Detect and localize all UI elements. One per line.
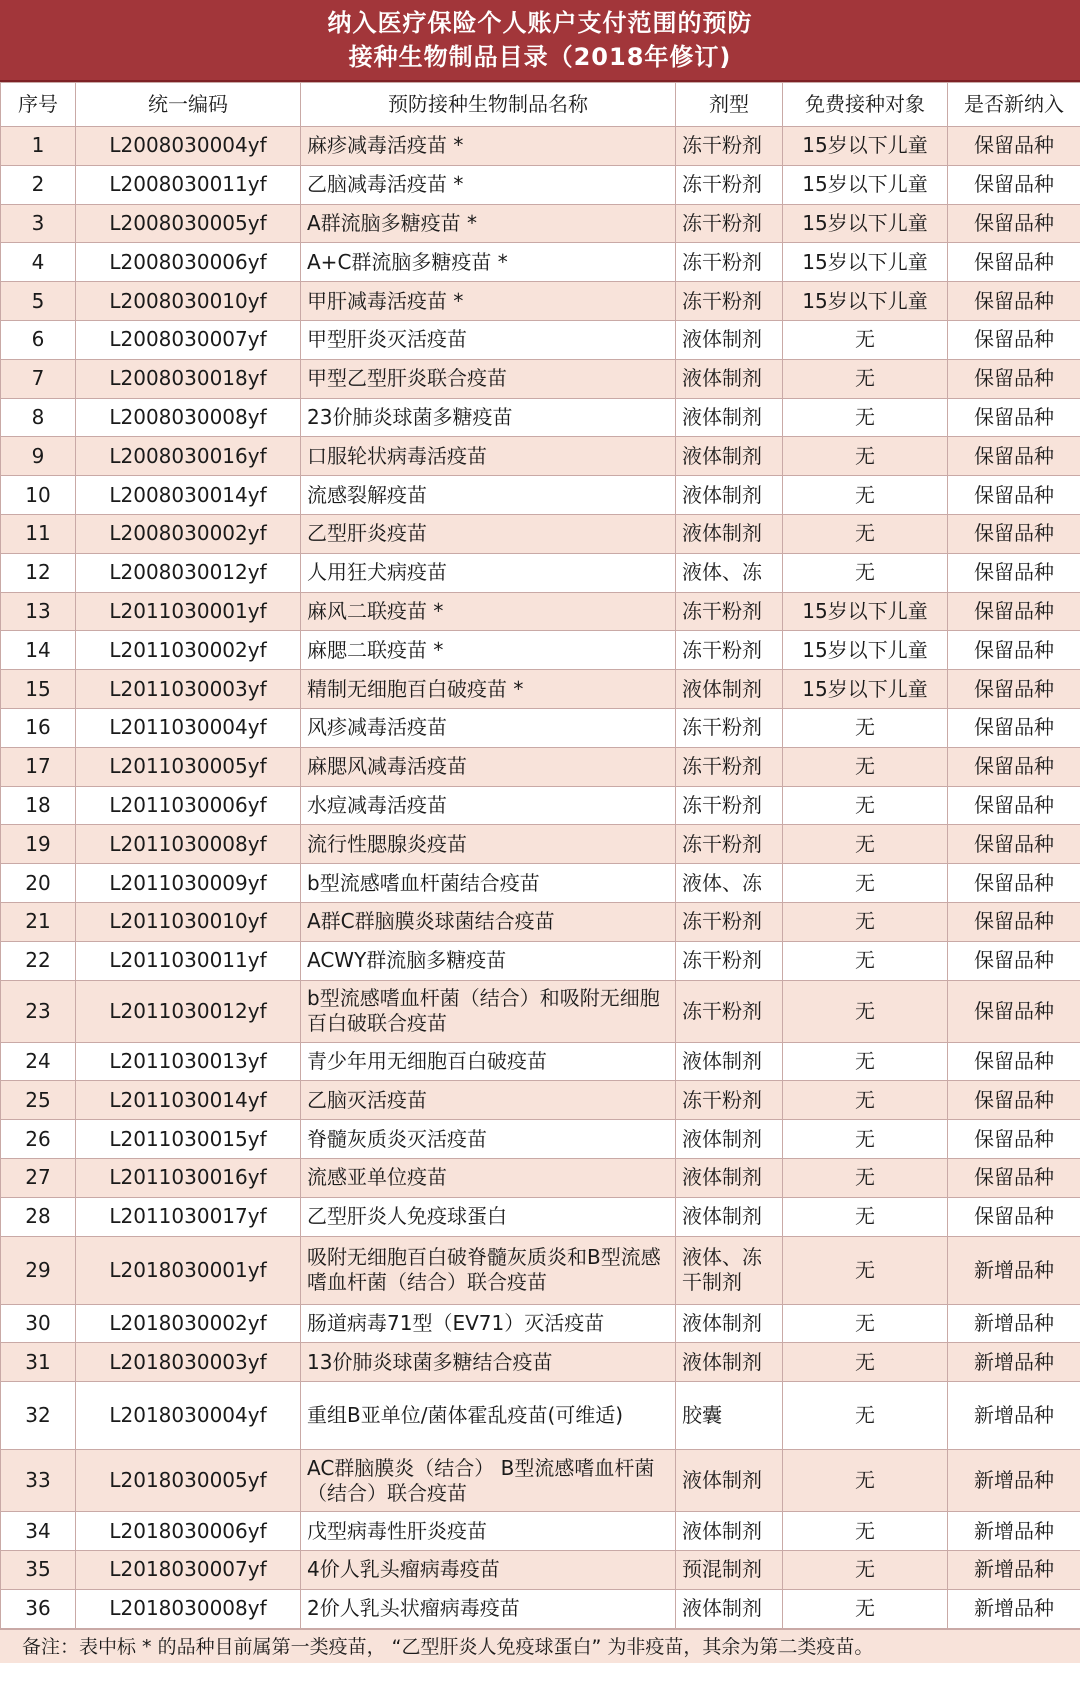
cell-form: 冻干粉剂 [676,747,783,786]
cell-form: 冻干粉剂 [676,980,783,1042]
cell-target: 无 [783,1042,948,1081]
cell-name: 青少年用无细胞百白破疫苗 [301,1042,676,1081]
table-row [1,1512,1080,1551]
cell-code: L2008030016yf [76,437,301,476]
cell-target: 无 [783,437,948,476]
cell-status: 保留品种 [948,204,1080,243]
cell-code: L2018030007yf [76,1550,301,1589]
cell-status: 新增品种 [948,1343,1080,1382]
cell-form: 预混制剂 [676,1550,783,1589]
cell-form: 冻干粉剂 [676,825,783,864]
cell-status: 保留品种 [948,825,1080,864]
table-row [1,902,1080,941]
cell-code: L2018030008yf [76,1589,301,1628]
cell-name: 麻疹减毒活疫苗 * [301,127,676,166]
cell-target: 无 [783,1120,948,1159]
table-row [1,398,1080,437]
table-row [1,980,1080,1042]
cell-status: 保留品种 [948,359,1080,398]
cell-target: 15岁以下儿童 [783,243,948,282]
cell-target: 无 [783,1589,948,1628]
cell-status: 保留品种 [948,980,1080,1042]
cell-index: 24 [1,1042,76,1081]
cell-name: 流行性腮腺炎疫苗 [301,825,676,864]
cell-code: L2008030007yf [76,320,301,359]
cell-name: 麻风二联疫苗 * [301,592,676,631]
footnote: 备注：表中标 * 的品种目前属第一类疫苗， “乙型肝炎人免疫球蛋白” 为非疫苗，其余为第二类疫苗。 [0,1629,1080,1663]
cell-target: 无 [783,1382,948,1450]
cell-status: 保留品种 [948,786,1080,825]
cell-code: L2011030015yf [76,1120,301,1159]
header-status: 是否新纳入 [948,83,1080,127]
cell-form: 液体、冻 [676,864,783,903]
table-row [1,747,1080,786]
cell-code: L2018030001yf [76,1236,301,1304]
cell-form: 液体制剂 [676,1304,783,1343]
cell-name: 流感亚单位疫苗 [301,1158,676,1197]
cell-status: 保留品种 [948,1158,1080,1197]
cell-index: 16 [1,708,76,747]
cell-form: 冻干粉剂 [676,127,783,166]
cell-status: 新增品种 [948,1589,1080,1628]
cell-code: L2011030010yf [76,902,301,941]
cell-name: AC群脑膜炎（结合） B型流感嗜血杆菌（结合）联合疫苗 [301,1450,676,1512]
table-row [1,1197,1080,1236]
table-row [1,1382,1080,1450]
table-row [1,1120,1080,1159]
cell-target: 无 [783,941,948,980]
cell-target: 15岁以下儿童 [783,282,948,321]
cell-form: 冻干粉剂 [676,165,783,204]
cell-name: 精制无细胞百白破疫苗 * [301,670,676,709]
cell-status: 保留品种 [948,127,1080,166]
table-row [1,1304,1080,1343]
cell-code: L2008030005yf [76,204,301,243]
cell-form: 液体制剂 [676,1589,783,1628]
cell-status: 保留品种 [948,902,1080,941]
cell-form: 液体、冻干制剂 [676,1236,783,1304]
cell-form: 冻干粉剂 [676,204,783,243]
cell-index: 29 [1,1236,76,1304]
table-row [1,864,1080,903]
cell-form: 液体制剂 [676,476,783,515]
cell-index: 6 [1,320,76,359]
cell-index: 8 [1,398,76,437]
cell-code: L2018030003yf [76,1343,301,1382]
cell-status: 保留品种 [948,553,1080,592]
header-index: 序号 [1,83,76,127]
cell-code: L2018030006yf [76,1512,301,1551]
cell-name: 4价人乳头瘤病毒疫苗 [301,1550,676,1589]
cell-target: 无 [783,1158,948,1197]
cell-target: 无 [783,708,948,747]
cell-index: 3 [1,204,76,243]
cell-name: 13价肺炎球菌多糖结合疫苗 [301,1343,676,1382]
cell-index: 27 [1,1158,76,1197]
cell-target: 无 [783,864,948,903]
document-title [0,0,1080,82]
table-row [1,631,1080,670]
cell-target: 无 [783,1081,948,1120]
table-row [1,204,1080,243]
cell-code: L2018030005yf [76,1450,301,1512]
cell-name: 麻腮二联疫苗 * [301,631,676,670]
table-row [1,1158,1080,1197]
cell-status: 保留品种 [948,282,1080,321]
cell-code: L2011030013yf [76,1042,301,1081]
cell-target: 无 [783,902,948,941]
cell-code: L2011030001yf [76,592,301,631]
cell-index: 31 [1,1343,76,1382]
table-row [1,553,1080,592]
table-row [1,359,1080,398]
cell-target: 无 [783,476,948,515]
cell-index: 28 [1,1197,76,1236]
table-row [1,320,1080,359]
cell-target: 15岁以下儿童 [783,204,948,243]
cell-target: 无 [783,747,948,786]
cell-form: 冻干粉剂 [676,902,783,941]
cell-target: 无 [783,553,948,592]
table-row [1,825,1080,864]
cell-name: A群C群脑膜炎球菌结合疫苗 [301,902,676,941]
cell-status: 保留品种 [948,941,1080,980]
cell-index: 9 [1,437,76,476]
cell-index: 2 [1,165,76,204]
cell-index: 35 [1,1550,76,1589]
cell-status: 保留品种 [948,476,1080,515]
cell-name: 甲型乙型肝炎联合疫苗 [301,359,676,398]
cell-name: 风疹减毒活疫苗 [301,708,676,747]
cell-name: b型流感嗜血杆菌结合疫苗 [301,864,676,903]
cell-target: 15岁以下儿童 [783,165,948,204]
table-row [1,282,1080,321]
cell-target: 无 [783,398,948,437]
cell-index: 7 [1,359,76,398]
cell-form: 液体制剂 [676,1042,783,1081]
cell-name: 戊型病毒性肝炎疫苗 [301,1512,676,1551]
cell-form: 冻干粉剂 [676,786,783,825]
cell-name: 乙型肝炎人免疫球蛋白 [301,1197,676,1236]
cell-name: 口服轮状病毒活疫苗 [301,437,676,476]
cell-code: L2008030014yf [76,476,301,515]
table-row [1,941,1080,980]
cell-status: 保留品种 [948,864,1080,903]
cell-name: 2价人乳头状瘤病毒疫苗 [301,1589,676,1628]
cell-name: b型流感嗜血杆菌（结合）和吸附无细胞百白破联合疫苗 [301,980,676,1042]
cell-index: 34 [1,1512,76,1551]
cell-code: L2011030004yf [76,708,301,747]
cell-form: 液体制剂 [676,514,783,553]
table-row [1,127,1080,166]
cell-code: L2008030008yf [76,398,301,437]
cell-index: 10 [1,476,76,515]
table-row [1,243,1080,282]
cell-form: 冻干粉剂 [676,243,783,282]
cell-target: 15岁以下儿童 [783,592,948,631]
cell-name: 乙型肝炎疫苗 [301,514,676,553]
header-target: 免费接种对象 [783,83,948,127]
cell-status: 保留品种 [948,398,1080,437]
cell-form: 冻干粉剂 [676,592,783,631]
table-row [1,1550,1080,1589]
cell-code: L2011030017yf [76,1197,301,1236]
cell-status: 保留品种 [948,243,1080,282]
cell-code: L2011030003yf [76,670,301,709]
cell-status: 新增品种 [948,1550,1080,1589]
cell-code: L2008030002yf [76,514,301,553]
cell-code: L2018030002yf [76,1304,301,1343]
table-row [1,476,1080,515]
table-row [1,670,1080,709]
cell-target: 无 [783,1512,948,1551]
table-header-row [1,83,1080,127]
cell-form: 胶囊 [676,1382,783,1450]
table-row [1,1236,1080,1304]
cell-index: 26 [1,1120,76,1159]
cell-target: 无 [783,1304,948,1343]
cell-index: 30 [1,1304,76,1343]
cell-code: L2011030005yf [76,747,301,786]
cell-name: 23价肺炎球菌多糖疫苗 [301,398,676,437]
cell-code: L2008030006yf [76,243,301,282]
table-row [1,1042,1080,1081]
table-row [1,1343,1080,1382]
cell-code: L2011030009yf [76,864,301,903]
cell-index: 32 [1,1382,76,1450]
cell-name: 甲肝减毒活疫苗 * [301,282,676,321]
cell-form: 液体、冻 [676,553,783,592]
cell-code: L2018030004yf [76,1382,301,1450]
cell-code: L2008030010yf [76,282,301,321]
cell-status: 新增品种 [948,1450,1080,1512]
cell-code: L2008030018yf [76,359,301,398]
cell-name: A+C群流脑多糖疫苗 * [301,243,676,282]
cell-index: 20 [1,864,76,903]
cell-target: 无 [783,786,948,825]
cell-form: 液体制剂 [676,320,783,359]
cell-index: 18 [1,786,76,825]
cell-index: 25 [1,1081,76,1120]
title-line-2: 接种生物制品目录（2018年修订) [348,43,732,71]
cell-status: 保留品种 [948,1120,1080,1159]
table-row [1,165,1080,204]
vaccine-table [0,82,1080,1629]
cell-form: 液体制剂 [676,1197,783,1236]
cell-code: L2008030012yf [76,553,301,592]
cell-index: 14 [1,631,76,670]
cell-target: 无 [783,825,948,864]
cell-form: 液体制剂 [676,359,783,398]
cell-name: A群流脑多糖疫苗 * [301,204,676,243]
cell-index: 5 [1,282,76,321]
cell-name: 人用狂犬病疫苗 [301,553,676,592]
cell-name: 流感裂解疫苗 [301,476,676,515]
cell-index: 12 [1,553,76,592]
cell-status: 保留品种 [948,437,1080,476]
cell-name: ACWY群流脑多糖疫苗 [301,941,676,980]
cell-name: 重组B亚单位/菌体霍乱疫苗(可维适) [301,1382,676,1450]
table-row [1,1081,1080,1120]
cell-target: 无 [783,359,948,398]
cell-index: 36 [1,1589,76,1628]
cell-form: 冻干粉剂 [676,708,783,747]
cell-target: 无 [783,1236,948,1304]
cell-target: 15岁以下儿童 [783,127,948,166]
table-row [1,786,1080,825]
cell-form: 液体制剂 [676,1343,783,1382]
cell-form: 冻干粉剂 [676,1081,783,1120]
table-row [1,1589,1080,1628]
cell-target: 15岁以下儿童 [783,670,948,709]
cell-target: 无 [783,1550,948,1589]
cell-code: L2011030016yf [76,1158,301,1197]
cell-index: 23 [1,980,76,1042]
cell-form: 液体制剂 [676,1450,783,1512]
cell-target: 15岁以下儿童 [783,631,948,670]
cell-status: 保留品种 [948,1042,1080,1081]
header-name: 预防接种生物制品名称 [301,83,676,127]
cell-target: 无 [783,320,948,359]
cell-status: 保留品种 [948,592,1080,631]
cell-status: 保留品种 [948,747,1080,786]
cell-target: 无 [783,1343,948,1382]
header-code: 统一编码 [76,83,301,127]
cell-status: 保留品种 [948,165,1080,204]
cell-index: 11 [1,514,76,553]
table-row [1,592,1080,631]
cell-status: 新增品种 [948,1236,1080,1304]
cell-form: 冻干粉剂 [676,631,783,670]
cell-index: 21 [1,902,76,941]
cell-status: 新增品种 [948,1512,1080,1551]
cell-status: 保留品种 [948,708,1080,747]
cell-code: L2011030008yf [76,825,301,864]
cell-name: 水痘减毒活疫苗 [301,786,676,825]
table-body [1,127,1080,1629]
cell-name: 吸附无细胞百白破脊髓灰质炎和B型流感嗜血杆菌（结合）联合疫苗 [301,1236,676,1304]
table-row [1,514,1080,553]
cell-status: 保留品种 [948,631,1080,670]
cell-name: 甲型肝炎灭活疫苗 [301,320,676,359]
title-line-1: 纳入医疗保险个人账户支付范围的预防 [327,9,753,37]
cell-form: 冻干粉剂 [676,941,783,980]
cell-target: 无 [783,514,948,553]
cell-index: 19 [1,825,76,864]
cell-form: 液体制剂 [676,1512,783,1551]
cell-index: 17 [1,747,76,786]
cell-code: L2011030011yf [76,941,301,980]
cell-form: 液体制剂 [676,398,783,437]
cell-code: L2011030014yf [76,1081,301,1120]
cell-form: 液体制剂 [676,437,783,476]
cell-status: 保留品种 [948,1197,1080,1236]
cell-code: L2011030012yf [76,980,301,1042]
cell-status: 保留品种 [948,670,1080,709]
cell-name: 麻腮风减毒活疫苗 [301,747,676,786]
cell-code: L2008030011yf [76,165,301,204]
table-row [1,1450,1080,1512]
cell-status: 新增品种 [948,1382,1080,1450]
cell-status: 新增品种 [948,1304,1080,1343]
cell-form: 冻干粉剂 [676,282,783,321]
cell-target: 无 [783,1197,948,1236]
cell-form: 液体制剂 [676,1120,783,1159]
cell-target: 无 [783,1450,948,1512]
cell-status: 保留品种 [948,514,1080,553]
table-row [1,708,1080,747]
cell-name: 乙脑减毒活疫苗 * [301,165,676,204]
cell-code: L2011030002yf [76,631,301,670]
cell-form: 液体制剂 [676,670,783,709]
cell-target: 无 [783,980,948,1042]
header-form: 剂型 [676,83,783,127]
cell-index: 4 [1,243,76,282]
cell-index: 15 [1,670,76,709]
cell-index: 13 [1,592,76,631]
cell-index: 1 [1,127,76,166]
cell-code: L2008030004yf [76,127,301,166]
cell-index: 22 [1,941,76,980]
cell-form: 液体制剂 [676,1158,783,1197]
cell-status: 保留品种 [948,320,1080,359]
cell-index: 33 [1,1450,76,1512]
table-row [1,437,1080,476]
cell-name: 肠道病毒71型（EV71）灭活疫苗 [301,1304,676,1343]
cell-code: L2011030006yf [76,786,301,825]
cell-status: 保留品种 [948,1081,1080,1120]
cell-name: 脊髓灰质炎灭活疫苗 [301,1120,676,1159]
cell-name: 乙脑灭活疫苗 [301,1081,676,1120]
